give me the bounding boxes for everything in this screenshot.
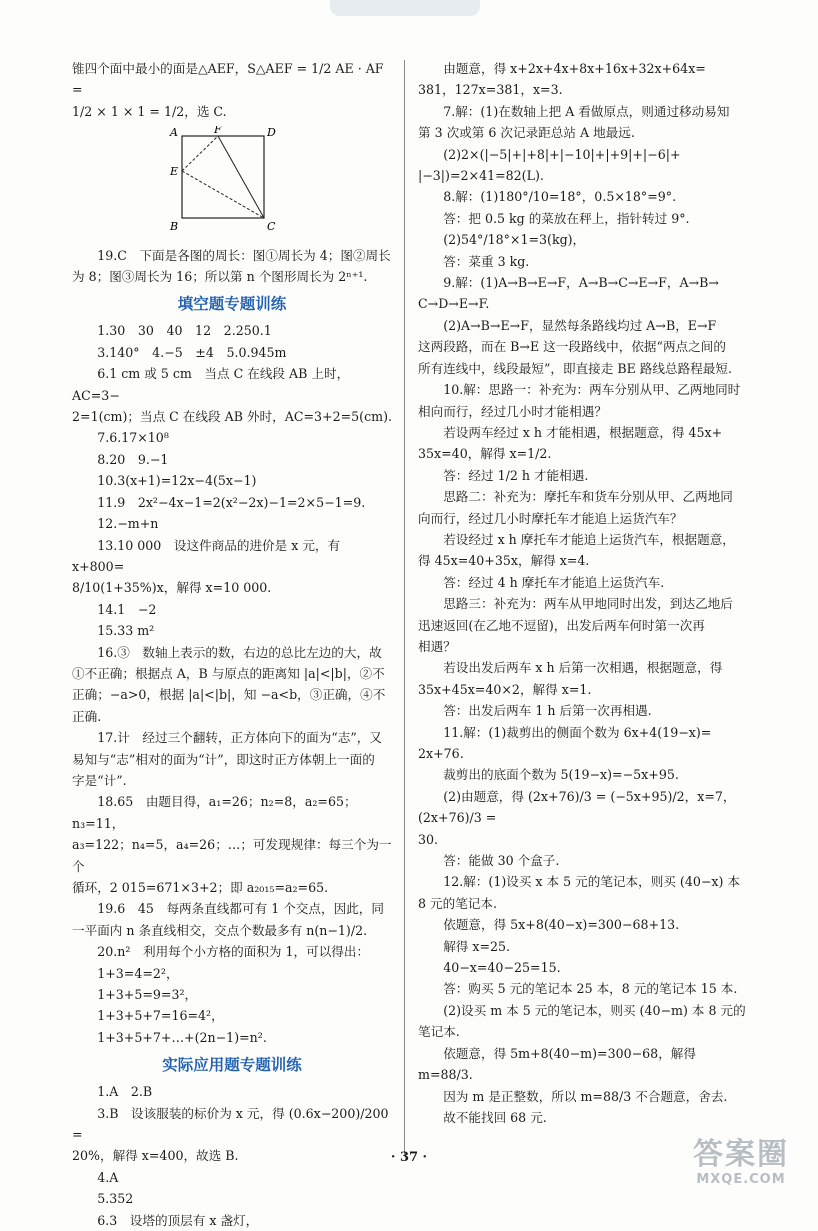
page-number: · 37 ·	[390, 1150, 428, 1165]
line: 35x=40，解得 x=1/2.	[418, 446, 552, 462]
line: 相向而行，经过几小时才能相遇？	[418, 403, 607, 419]
line: 一平面内 n 条直线相交，交点个数最多有 n(n−1)/2.	[72, 922, 368, 938]
line: 易知与“志”相对的面为“计”，即这时正方体朝上一面的	[72, 751, 375, 767]
line: 循环，2 015=671×3+2；即 a₂₀₁₅=a₂=65.	[72, 880, 329, 895]
square-figure	[168, 126, 392, 240]
line: 11.9 2x²−4x−1=2(x²−2x)−1=2×5−1=9.	[97, 494, 366, 510]
line: 正确；−a>0，根据 |a|<|b|，知 −a<b，③正确，④不	[72, 687, 386, 703]
line: 思路三：补充为：两车从甲地同时出发，到达乙地后	[443, 596, 733, 612]
line: 答：把 0.5 kg 的菜放在秤上，指针转过 9°.	[443, 210, 690, 226]
line: (2)设买 m 本 5 元的笔记本，则买 (40−m) 本 8 元的	[443, 1002, 746, 1018]
square-diagram	[168, 126, 278, 234]
line: 19.C 下面是各图的周长：图①周长为 4；图②周长	[97, 247, 391, 263]
line: 1+3+5=9=3²，	[97, 987, 198, 1003]
line: 8 元的笔记本.	[418, 895, 497, 911]
line: 依题意，得 5x+8(40−x)=300−68+13.	[443, 917, 680, 933]
column-divider	[404, 60, 405, 1155]
line: 所有连线中，线段最短”，即直接走 BE 路线总路程最短.	[418, 360, 732, 376]
line: 2x+76.	[418, 746, 464, 761]
line: 18.65 由题目得，a₁=26；n₂=8，a₂=65；n₃=11，	[72, 794, 357, 831]
label-f: F	[214, 126, 222, 137]
line: (2)由题意，得 (2x+76)/3 = (−5x+95)/2，x=7，(2x+76)/3 =	[418, 788, 736, 826]
line: a₃=122；n₄=5，a₄=26；…；可发现规律：每三个为一个	[72, 837, 392, 874]
line: 8.20 9.−1	[97, 451, 169, 467]
watermark-text: 答案圈	[693, 1137, 789, 1172]
line: 381，127x=381，x=3.	[418, 82, 563, 98]
line: |−3|)=2×41=82(L).	[418, 168, 544, 184]
line: 8.解：(1)180°/10=18°，0.5×18°=9°.	[443, 189, 677, 205]
line: 向而行，经过几小时摩托车才能追上运货汽车？	[418, 510, 683, 526]
line: 这两段路，而在 B→E 这一段路线中，依据“两点之间的	[418, 339, 726, 355]
line: 相遇？	[418, 638, 456, 654]
line: 3.B 设该服装的标价为 x 元，得 (0.6x−200)/200 =	[72, 1105, 389, 1143]
label-c: C	[267, 220, 276, 234]
line: 得 45x=40+35x，解得 x=4.	[418, 553, 590, 569]
line: C→D→E→F.	[418, 296, 490, 312]
line: 7.解：(1)在数轴上把 A 看做原点，则通过移动易知	[443, 103, 730, 119]
line: 8/10(1+35%)x，解得 x=10 000.	[72, 580, 272, 596]
line: 10.解：思路一：补充为：两车分别从甲、乙两地同时	[443, 382, 741, 398]
line: 依题意，得 5m+8(40−m)=300−68，解得 m=88/3.	[418, 1045, 696, 1083]
line: 19.6 45 每两条直线都可有 1 个交点，因此，同	[97, 901, 384, 917]
line: 40−x=40−25=15.	[443, 960, 561, 976]
line: 答：出发后两车 1 h 后第一次再相遇.	[443, 703, 652, 719]
segment-fc	[218, 136, 264, 218]
square-outline	[182, 136, 264, 218]
line: 锥四个面中最小的面是△AEF，S△AEF = 1/2 AE · AF =	[72, 61, 384, 98]
line: 11.解：(1)裁剪出的侧面个数为 6x+4(19−x)=	[443, 724, 712, 740]
right-column	[418, 58, 750, 1128]
label-a: A	[170, 126, 178, 140]
line: 为 8；图③周长为 16；所以第 n 个图形周长为 2ⁿ⁺¹.	[72, 269, 368, 285]
line: 5.352	[97, 1191, 134, 1207]
top-edge-mark	[330, 0, 480, 16]
line: 7.6.17×10⁸	[97, 430, 169, 446]
line: 17.计 经过三个翻转，正方体向下的面为“志”，又	[97, 730, 382, 746]
line: (2)A→B→E→F，显然每条路线均过 A→B，E→F	[443, 317, 717, 333]
line: 答：菜重 3 kg.	[443, 253, 530, 269]
line: 1+3+5+7+…+(2n−1)=n².	[97, 1029, 267, 1045]
line: 若设经过 x h 摩托车才能追上运货汽车，根据题意，	[443, 531, 735, 547]
line: 1.A 2.B	[97, 1084, 153, 1100]
label-e: E	[170, 165, 179, 179]
line: 20%，解得 x=400，故选 B.	[72, 1148, 239, 1164]
line: 因为 m 是正整数，所以 m=88/3 不合题意，舍去.	[443, 1088, 728, 1104]
line: 答：购买 5 元的笔记本 25 本，8 元的笔记本 15 本.	[443, 981, 738, 997]
section-title-fill-in: 填空题专题训练	[177, 295, 287, 314]
label-b: B	[170, 220, 179, 234]
line: 10.3(x+1)=12x−4(5x−1)	[97, 473, 257, 489]
line: 16.③ 数轴上表示的数，右边的总比左边的大，故	[97, 644, 382, 660]
label-d: D	[267, 126, 276, 140]
line: 答：经过 1/2 h 才能相遇.	[443, 467, 589, 483]
section-title-application: 实际应用题专题训练	[162, 1056, 302, 1075]
line: 13.10 000 设这件商品的进价是 x 元，有 x+800=	[72, 537, 341, 574]
line: (2)2×(|−5|+|+8|+|−10|+|+9|+|−6|+	[443, 146, 681, 162]
watermark-logo	[676, 1138, 806, 1194]
line: ①不正确；根据点 A，B 与原点的距离知 |a|<|b|，②不	[72, 665, 385, 681]
line: 14.1 −2	[97, 601, 157, 617]
line: 裁剪出的底面个数为 5(19−x)=−5x+95.	[443, 767, 679, 783]
line: 12.解：(1)设买 x 本 5 元的笔记本，则买 (40−x) 本	[443, 874, 741, 890]
line: 6.3 设塔的顶层有 x 盏灯，	[97, 1212, 259, 1228]
line: 笔记本.	[418, 1024, 460, 1040]
line: 20.n² 利用每个小方格的面积为 1，可以得出：	[97, 944, 370, 960]
line: 若设两车经过 x h 才能相遇，根据题意，得 45x+	[443, 424, 723, 440]
line: (2)54°/18°×1=3(kg)，	[443, 232, 586, 248]
line: 30.	[418, 831, 439, 847]
line: 答：能做 30 个盒子.	[443, 853, 560, 869]
line: 1+3=4=2²，	[97, 965, 179, 981]
line: 正确.	[72, 708, 102, 724]
line: 迅速返回(在乙地不逗留)，出发后两车何时第一次再	[418, 617, 705, 633]
segment-ec	[182, 171, 264, 218]
line: 思路二：补充为：摩托车和货车分别从甲、乙两地同	[443, 489, 733, 505]
line: 3.140° 4.−5 ±4 5.0.945m	[97, 344, 287, 360]
line: 字是“计”.	[72, 772, 127, 788]
line: 由题意，得 x+2x+4x+8x+16x+32x+64x=	[443, 61, 706, 76]
watermark-url: MXQE.COM	[696, 1172, 786, 1187]
segment-ef	[182, 136, 218, 171]
line: 35x+45x=40×2，解得 x=1.	[418, 681, 592, 697]
left-column	[72, 58, 392, 1231]
line: 6.1 cm 或 5 cm 当点 C 在线段 AB 上时，AC=3−	[72, 366, 350, 403]
line: 1+3+5+7=16=4²，	[97, 1008, 224, 1024]
line: 解得 x=25.	[443, 938, 511, 954]
line: 1/2 × 1 × 1 = 1/2，选 C.	[72, 103, 227, 119]
line: 1.30 30 40 12 2.250.1	[97, 323, 272, 339]
line: 12.−m+n	[97, 516, 159, 532]
line: 15.33 m²	[97, 623, 155, 639]
line: 若设出发后两车 x h 后第一次相遇，根据题意，得	[443, 660, 723, 676]
line: 故不能找回 68 元.	[443, 1109, 547, 1125]
line: 4.A	[97, 1169, 119, 1185]
line: 答：经过 4 h 摩托车才能追上运货汽车.	[443, 574, 665, 590]
line: 2=1(cm)；当点 C 在线段 AB 外时，AC=3+2=5(cm).	[72, 409, 392, 425]
line: 第 3 次或第 6 次记录距总站 A 地最远.	[418, 125, 635, 141]
line: 9.解：(1)A→B→E→F，A→B→C→E→F，A→B→	[443, 275, 719, 291]
